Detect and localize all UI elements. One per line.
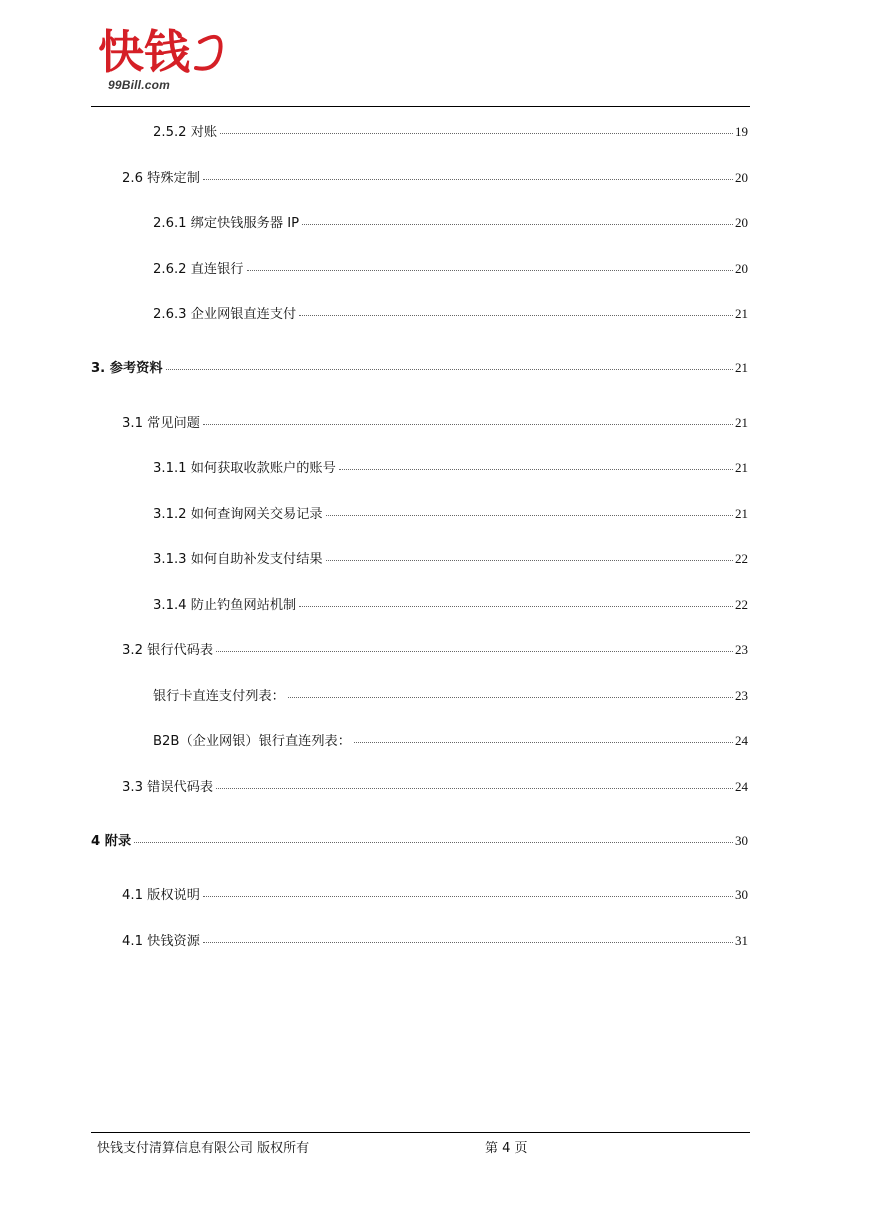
logo-wordmark: 快钱 [98,25,190,78]
toc-entry[interactable] [153,548,748,568]
toc-leader-dots [216,650,733,652]
toc-entry-page: 30 [735,887,748,902]
toc-entry-label: B2B（企业网银）银行直连列表： [153,734,351,749]
toc-leader-dots [203,178,733,180]
toc-leader-dots [166,368,733,370]
toc-entry-page: 23 [735,688,748,703]
toc-entry-page: 30 [735,833,748,848]
toc-entry[interactable] [153,121,748,141]
toc-entry-page: 21 [735,506,748,521]
toc-entry[interactable] [153,258,748,278]
toc-entry-page: 20 [735,215,748,230]
toc-entry-page: 21 [735,460,748,475]
toc-leader-dots [134,841,733,843]
toc-entry[interactable] [122,930,748,950]
toc-leader-dots [247,269,734,271]
logo-mark [96,22,228,78]
toc-entry-label: 2.6.2 直连银行 [153,262,244,277]
toc-entry-label: 3.1.2 如何查询网关交易记录 [153,507,323,522]
toc-leader-dots [299,314,733,316]
toc-entry-page: 19 [735,124,748,139]
toc-entry[interactable] [91,357,748,377]
toc-leader-dots [339,468,733,470]
toc-entry[interactable] [91,830,748,850]
toc-entry[interactable] [122,776,748,796]
logo-subtitle: 99Bill.com [108,78,171,92]
toc-leader-dots [326,559,733,561]
toc-leader-dots [203,941,733,943]
toc-entry-page: 23 [735,642,748,657]
toc-entry-label: 2.6.3 企业网银直连支付 [153,307,297,322]
toc-entry-page: 22 [735,597,748,612]
toc-entry-label: 2.6.1 绑定快钱服务器 IP [153,216,300,231]
toc-entry[interactable] [122,412,748,432]
toc-entry[interactable] [153,685,748,705]
toc-entry-label: 3.2 银行代码表 [122,643,214,658]
toc-entry[interactable] [153,457,748,477]
company-logo [96,22,228,96]
toc-entry-page: 20 [735,261,748,276]
footer-rule [91,1132,750,1133]
toc-leader-dots [302,223,733,225]
toc-entry-page: 21 [735,306,748,321]
toc-entry-label: 银行卡直连支付列表： [153,689,285,704]
toc-entry-label: 3.1.4 防止钓鱼网站机制 [153,598,297,613]
toc-entry-label: 4.1 快钱资源 [122,934,200,949]
toc-entry[interactable] [122,884,748,904]
toc-leader-dots [220,132,733,134]
toc-entry[interactable] [153,212,748,232]
toc-entry-label: 2.6 特殊定制 [122,171,200,186]
toc-entry[interactable] [122,639,748,659]
toc-leader-dots [203,895,733,897]
footer-page-number: 第 4 页 [485,1141,528,1156]
toc-leader-dots [203,423,733,425]
toc-leader-dots [288,696,733,698]
toc-entry-label: 4.1 版权说明 [122,888,200,903]
toc-entry-page: 24 [735,779,748,794]
toc-leader-dots [216,787,733,789]
toc-entry-label: 3.1 常见问题 [122,416,200,431]
toc-entry-label: 2.5.2 对账 [153,125,218,140]
toc-leader-dots [354,741,733,743]
toc-entry-label: 4 附录 [91,834,132,849]
toc-entry[interactable] [153,303,748,323]
toc-entry-label: 3.3 错误代码表 [122,780,214,795]
toc-entry-label: 3. 参考资料 [91,361,163,376]
toc-entry-page: 24 [735,733,748,748]
toc-entry[interactable] [153,503,748,523]
toc-entry-label: 3.1.1 如何获取收款账户的账号 [153,461,336,476]
toc-entry-label: 3.1.3 如何自助补发支付结果 [153,552,323,567]
toc-leader-dots [299,605,733,607]
toc-entry-page: 22 [735,551,748,566]
toc-entry[interactable] [153,594,748,614]
toc-entry-page: 21 [735,360,748,375]
header-rule [91,106,750,107]
toc-entry[interactable] [122,167,748,187]
toc-entry-page: 21 [735,415,748,430]
toc-entry[interactable] [153,730,748,750]
toc-leader-dots [326,514,733,516]
toc-entry-page: 20 [735,170,748,185]
footer-copyright: 快钱支付清算信息有限公司 版权所有 [97,1141,310,1156]
toc-entry-page: 31 [735,933,748,948]
